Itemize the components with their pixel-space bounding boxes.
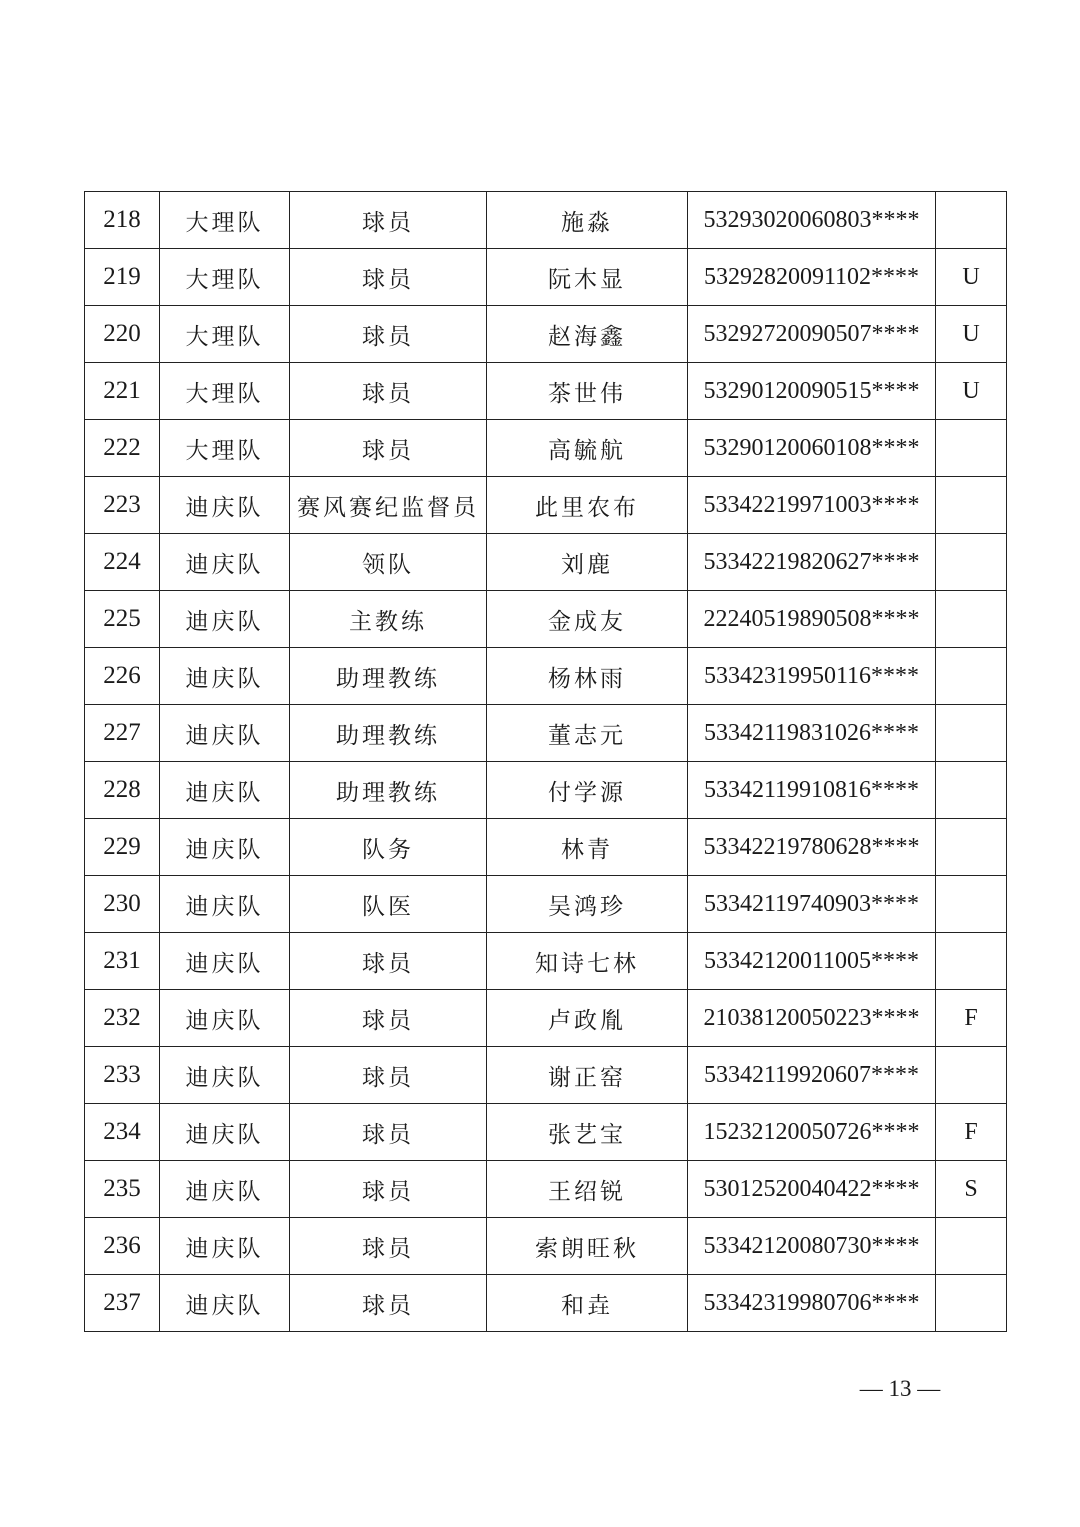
id-number-cell: 53342219971003****: [688, 477, 936, 534]
role-cell: 球员: [290, 1218, 487, 1275]
role-cell: 队医: [290, 876, 487, 933]
team-cell: 迪庆队: [160, 1047, 290, 1104]
mark-cell: [936, 705, 1007, 762]
id-number-cell: 53293020060803****: [688, 192, 936, 249]
person-name-cell: 索朗旺秋: [487, 1218, 688, 1275]
row-number-cell: 233: [85, 1047, 160, 1104]
mark-cell: [936, 819, 1007, 876]
row-number-cell: 232: [85, 990, 160, 1047]
mark-cell: F: [936, 990, 1007, 1047]
mark-cell: [936, 762, 1007, 819]
mark-cell: U: [936, 249, 1007, 306]
person-name-cell: 阮木显: [487, 249, 688, 306]
team-cell: 大理队: [160, 306, 290, 363]
id-number-cell: 22240519890508****: [688, 591, 936, 648]
mark-cell: S: [936, 1161, 1007, 1218]
row-number-cell: 236: [85, 1218, 160, 1275]
role-cell: 球员: [290, 363, 487, 420]
mark-cell: [936, 591, 1007, 648]
id-number-cell: 53292720090507****: [688, 306, 936, 363]
person-name-cell: 付学源: [487, 762, 688, 819]
table-row: [85, 705, 1007, 762]
table-row: [85, 819, 1007, 876]
row-number-cell: 227: [85, 705, 160, 762]
table-row: [85, 1275, 1007, 1332]
person-name-cell: 刘鹿: [487, 534, 688, 591]
person-name-cell: 金成友: [487, 591, 688, 648]
id-number-cell: 53342120011005****: [688, 933, 936, 990]
person-name-cell: 赵海鑫: [487, 306, 688, 363]
person-name-cell: 此里农布: [487, 477, 688, 534]
id-number-cell: 53292820091102****: [688, 249, 936, 306]
role-cell: 球员: [290, 306, 487, 363]
row-number-cell: 220: [85, 306, 160, 363]
table-row: [85, 420, 1007, 477]
role-cell: 球员: [290, 1275, 487, 1332]
table-row: [85, 1104, 1007, 1161]
person-name-cell: 高毓航: [487, 420, 688, 477]
row-number-cell: 231: [85, 933, 160, 990]
mark-cell: [936, 876, 1007, 933]
id-number-cell: 53342219780628****: [688, 819, 936, 876]
role-cell: 球员: [290, 1047, 487, 1104]
team-cell: 迪庆队: [160, 762, 290, 819]
table-row: [85, 249, 1007, 306]
team-cell: 迪庆队: [160, 534, 290, 591]
role-cell: 助理教练: [290, 648, 487, 705]
mark-cell: [936, 1047, 1007, 1104]
role-cell: 球员: [290, 933, 487, 990]
role-cell: 队务: [290, 819, 487, 876]
table-row: [85, 591, 1007, 648]
person-name-cell: 林青: [487, 819, 688, 876]
role-cell: 助理教练: [290, 705, 487, 762]
team-cell: 迪庆队: [160, 648, 290, 705]
row-number-cell: 234: [85, 1104, 160, 1161]
role-cell: 球员: [290, 192, 487, 249]
id-number-cell: 53342119920607****: [688, 1047, 936, 1104]
row-number-cell: 218: [85, 192, 160, 249]
table-row: [85, 477, 1007, 534]
team-cell: 迪庆队: [160, 591, 290, 648]
role-cell: 球员: [290, 1161, 487, 1218]
roster-table: [84, 191, 1007, 1332]
role-cell: 球员: [290, 1104, 487, 1161]
table-row: [85, 1161, 1007, 1218]
team-cell: 迪庆队: [160, 1275, 290, 1332]
mark-cell: U: [936, 306, 1007, 363]
person-name-cell: 谢正窑: [487, 1047, 688, 1104]
team-cell: 迪庆队: [160, 1218, 290, 1275]
mark-cell: U: [936, 363, 1007, 420]
role-cell: 助理教练: [290, 762, 487, 819]
person-name-cell: 杨林雨: [487, 648, 688, 705]
team-cell: 迪庆队: [160, 1161, 290, 1218]
table-row: [85, 1218, 1007, 1275]
table-row: [85, 762, 1007, 819]
row-number-cell: 229: [85, 819, 160, 876]
mark-cell: [936, 933, 1007, 990]
row-number-cell: 225: [85, 591, 160, 648]
table-row: [85, 990, 1007, 1047]
row-number-cell: 228: [85, 762, 160, 819]
person-name-cell: 张艺宝: [487, 1104, 688, 1161]
table-row: [85, 933, 1007, 990]
team-cell: 大理队: [160, 192, 290, 249]
table-row: [85, 534, 1007, 591]
person-name-cell: 卢政胤: [487, 990, 688, 1047]
table-row: [85, 648, 1007, 705]
id-number-cell: 53342119740903****: [688, 876, 936, 933]
mark-cell: [936, 1275, 1007, 1332]
role-cell: 领队: [290, 534, 487, 591]
id-number-cell: 15232120050726****: [688, 1104, 936, 1161]
row-number-cell: 219: [85, 249, 160, 306]
table-row: [85, 876, 1007, 933]
row-number-cell: 222: [85, 420, 160, 477]
row-number-cell: 235: [85, 1161, 160, 1218]
id-number-cell: 53290120090515****: [688, 363, 936, 420]
person-name-cell: 茶世伟: [487, 363, 688, 420]
table-row: [85, 192, 1007, 249]
person-name-cell: 王绍锐: [487, 1161, 688, 1218]
id-number-cell: 53342319980706****: [688, 1275, 936, 1332]
id-number-cell: 53342119831026****: [688, 705, 936, 762]
team-cell: 迪庆队: [160, 1104, 290, 1161]
team-cell: 迪庆队: [160, 477, 290, 534]
role-cell: 球员: [290, 420, 487, 477]
table-row: [85, 306, 1007, 363]
person-name-cell: 施淼: [487, 192, 688, 249]
person-name-cell: 和垚: [487, 1275, 688, 1332]
mark-cell: [936, 534, 1007, 591]
mark-cell: [936, 420, 1007, 477]
table-row: [85, 363, 1007, 420]
id-number-cell: 53342319950116****: [688, 648, 936, 705]
team-cell: 大理队: [160, 363, 290, 420]
id-number-cell: 53342219820627****: [688, 534, 936, 591]
person-name-cell: 吴鸿珍: [487, 876, 688, 933]
row-number-cell: 226: [85, 648, 160, 705]
page-number: — 13 —: [859, 1376, 941, 1401]
id-number-cell: 53342119910816****: [688, 762, 936, 819]
role-cell: 球员: [290, 249, 487, 306]
row-number-cell: 224: [85, 534, 160, 591]
team-cell: 迪庆队: [160, 705, 290, 762]
id-number-cell: 53012520040422****: [688, 1161, 936, 1218]
row-number-cell: 230: [85, 876, 160, 933]
mark-cell: [936, 1218, 1007, 1275]
team-cell: 大理队: [160, 420, 290, 477]
role-cell: 主教练: [290, 591, 487, 648]
id-number-cell: 21038120050223****: [688, 990, 936, 1047]
table-row: [85, 1047, 1007, 1104]
mark-cell: [936, 477, 1007, 534]
person-name-cell: 知诗七林: [487, 933, 688, 990]
team-cell: 迪庆队: [160, 933, 290, 990]
role-cell: 球员: [290, 990, 487, 1047]
roster-table-body: [85, 192, 1007, 1332]
mark-cell: [936, 192, 1007, 249]
mark-cell: F: [936, 1104, 1007, 1161]
id-number-cell: 53290120060108****: [688, 420, 936, 477]
row-number-cell: 221: [85, 363, 160, 420]
role-cell: 赛风赛纪监督员: [290, 477, 487, 534]
team-cell: 迪庆队: [160, 819, 290, 876]
team-cell: 大理队: [160, 249, 290, 306]
person-name-cell: 董志元: [487, 705, 688, 762]
row-number-cell: 237: [85, 1275, 160, 1332]
mark-cell: [936, 648, 1007, 705]
team-cell: 迪庆队: [160, 876, 290, 933]
id-number-cell: 53342120080730****: [688, 1218, 936, 1275]
row-number-cell: 223: [85, 477, 160, 534]
team-cell: 迪庆队: [160, 990, 290, 1047]
